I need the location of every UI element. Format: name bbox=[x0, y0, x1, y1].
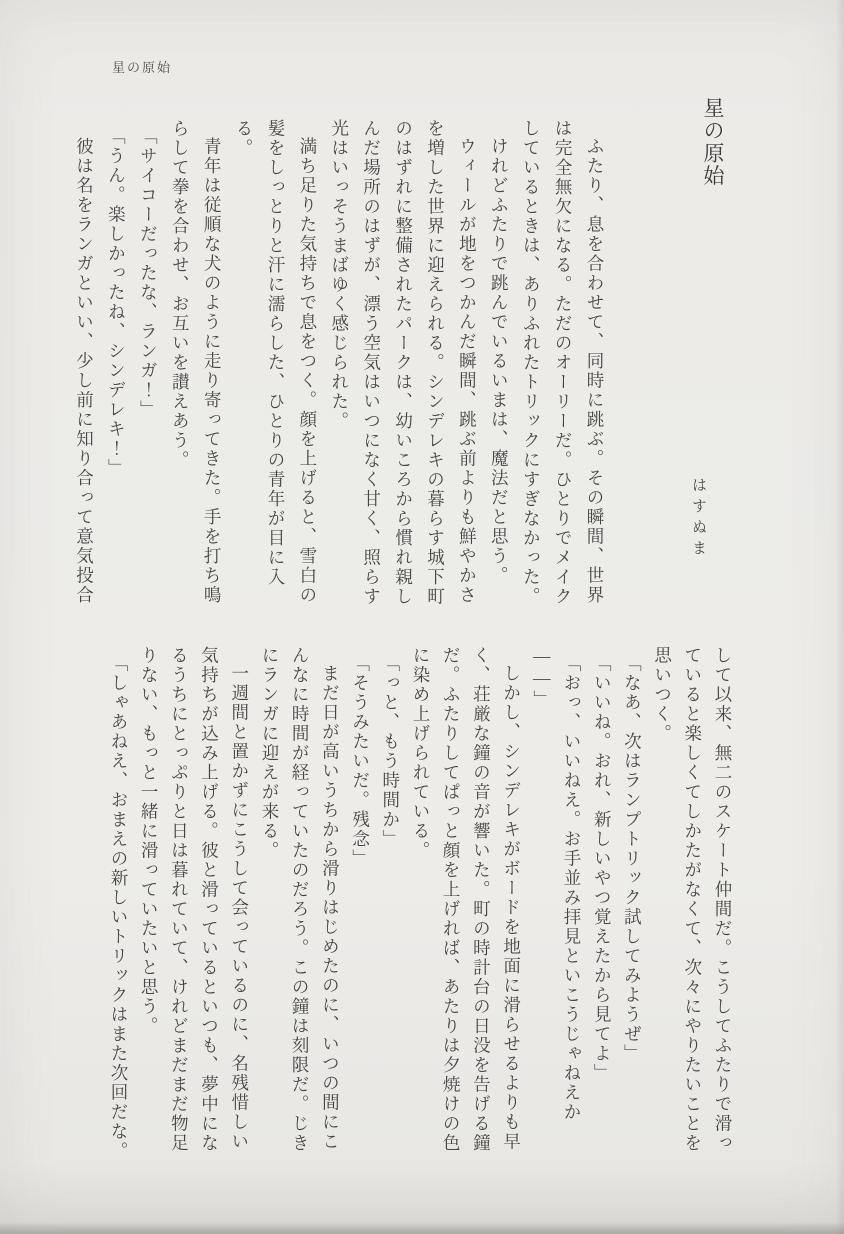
story-title: 星の原始 bbox=[701, 97, 725, 187]
page-right-edge-shadow bbox=[836, 0, 844, 1234]
text-tier-top bbox=[74, 119, 610, 623]
paragraph: 「しゃあねえ、おまえの新しいトリックはまた次回だな。 bbox=[108, 653, 129, 1161]
paragraph: まだ日が高いうちから滑りはじめたのに、いつの間にこんなに時間が経っていたのだろう。この鐘は刻限だ。じきにランガに迎えが来る。 bbox=[259, 646, 341, 1153]
running-header: 星の原始 bbox=[112, 60, 173, 75]
paragraph: 「そうみたいだ。残念」 bbox=[350, 653, 371, 869]
paragraph: 「サイコーだったな、ランガ！」 bbox=[138, 126, 159, 420]
paragraph: 「いいね。おれ、新しいやつ覚えたから見てよ」 bbox=[592, 653, 613, 1083]
page-bottom-edge-shadow bbox=[0, 1222, 844, 1234]
paragraph: 「っと、もう時間か」 bbox=[380, 653, 401, 849]
paragraph: 一週間と置かずにこうして会っているのに、名残惜しい気持ちが込み上げる。彼と滑っているといつも、夢中になるうちにとっぷりと日は暮れていて、けれどまだまだ物足りない、もっと一緒に滑っていたいと思う。 bbox=[139, 646, 250, 1153]
paragraph: ふたり、息を合わせて、同時に跳ぶ。その瞬間、世界は完全無欠になる。ただのオーリーだ。ひとりでメイクしているときは、ありふれたトリックにすぎなかった。 bbox=[521, 119, 605, 607]
paragraph: 「うん。楽しかったね、シンデレキ！」 bbox=[106, 126, 127, 478]
paragraph: 満ち足りた気持ちで息をつく。顔を上げると、雪白の髪をしっとりと汗に濡らした、ひとりの青年が目に入る。 bbox=[234, 119, 318, 605]
paragraph: 「なあ、次はランプトリック試してみようぜ」 bbox=[622, 653, 643, 1064]
paragraph: しかし、シンデレキがボードを地面に滑らせるよりも早く、荘厳な鐘の音が響いた。町の時計台の日没を告げる鐘だ。ふたりしてぱっと顔を上げれば、あたりは夕焼けの色に染め上げられている。 bbox=[410, 646, 522, 1153]
text-tier-bottom bbox=[100, 646, 738, 1164]
author-name: はすぬま bbox=[690, 477, 706, 561]
paragraph: けれどふたりで跳んでいるいまは、魔法だと思う。 bbox=[489, 136, 510, 585]
paragraph: 「おっ、いいねえ。お手並み拝見といこうじゃねえか――」 bbox=[531, 646, 582, 1122]
paragraph: ウィールが地をつかんだ瞬間、跳ぶ前よりも鮮やかさを増した世界に迎えられる。シンデレキの暮らす城下町のはずれに整備されたパークは、幼いころから慣れ親しんだ場所のはずが、漂う空気はいつになく甘く、照らす光はいっそうまばゆく感じられた。 bbox=[329, 119, 478, 607]
paragraph: 彼は名をランガといい、少し前に知り合って意気投合 bbox=[74, 136, 95, 605]
paragraph: して以来、無二のスケート仲間だ。こうしてふたりで滑っていると楽しくてしかたがなくて、次々にやりたいことを思いつく。 bbox=[652, 646, 733, 1153]
paragraph: 青年は従順な犬のように走り寄ってきた。手を打ち鳴らして拳を合わせ、お互いを讃えあう。 bbox=[170, 119, 223, 605]
